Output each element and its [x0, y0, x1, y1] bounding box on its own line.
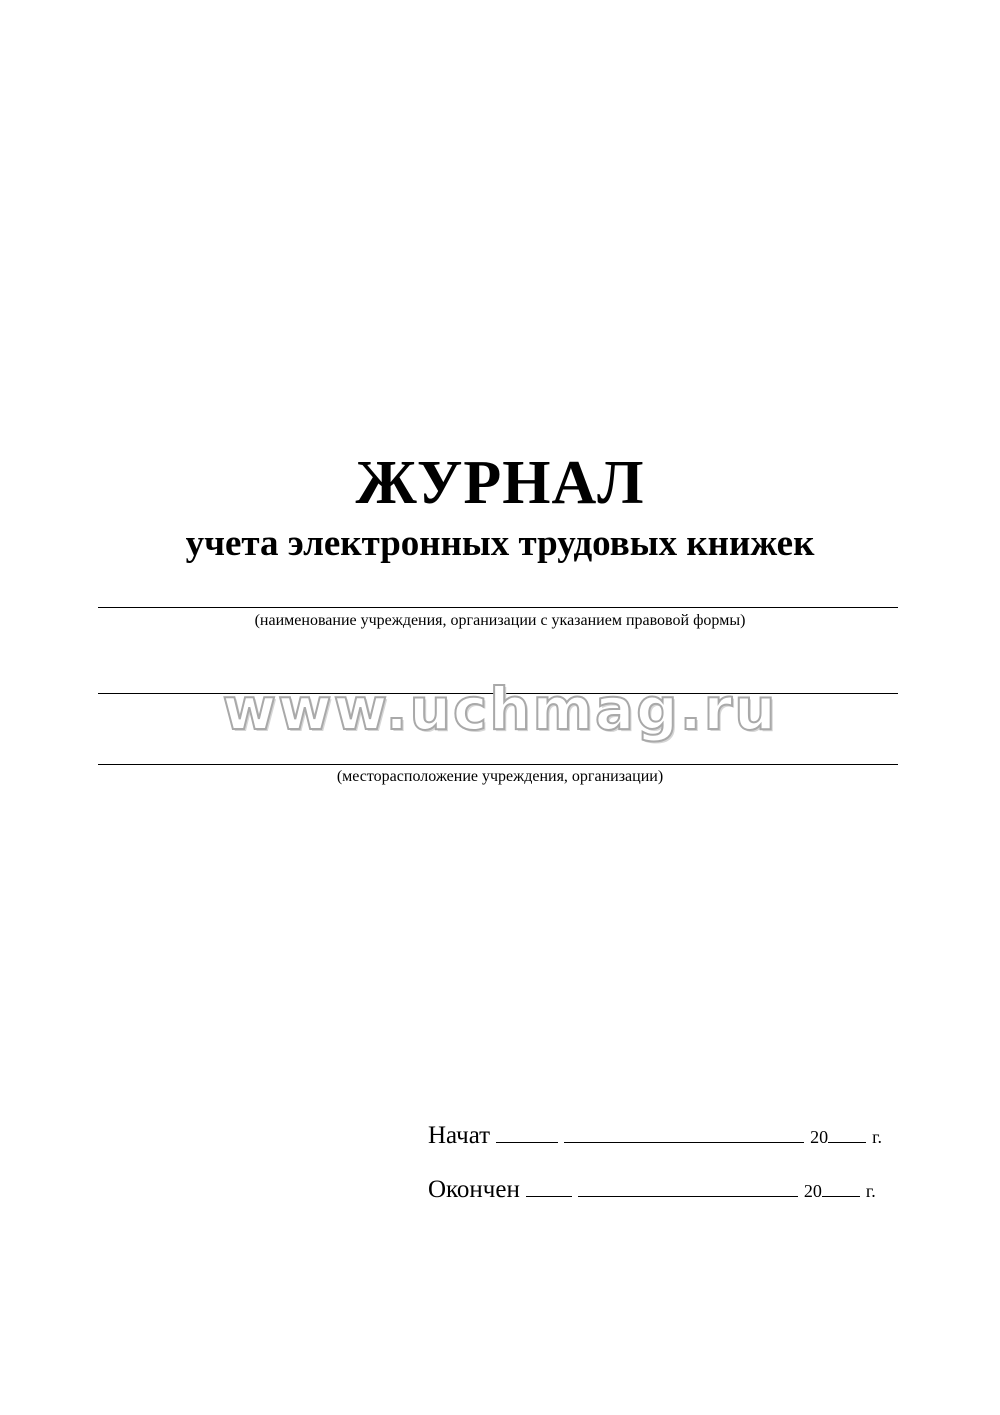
- location-caption: (месторасположение учреждения, организации): [336, 768, 664, 785]
- started-date-row: [428, 1120, 882, 1152]
- started-month-blank: [564, 1120, 804, 1143]
- finished-year-suffix: г.: [865, 1181, 876, 1201]
- finished-month-blank: [578, 1174, 798, 1197]
- organization-name-caption: (наименование учреждения, организации с указанием правовой формы): [254, 612, 746, 629]
- document-subtitle: учета электронных трудовых книжек: [185, 523, 815, 564]
- document-title: ЖУРНАЛ: [355, 449, 645, 517]
- finished-year-blank: [822, 1174, 860, 1197]
- started-label: Начат: [428, 1122, 491, 1149]
- finished-date-row: [428, 1174, 876, 1206]
- started-year-blank: [828, 1120, 866, 1143]
- finished-day-blank: [526, 1174, 572, 1197]
- started-day-blank: [496, 1120, 558, 1143]
- organization-name-line: [98, 607, 898, 608]
- watermark-logo: www.uchmag.ru: [222, 675, 778, 743]
- started-year-suffix: г.: [872, 1127, 882, 1147]
- location-line: [98, 764, 898, 765]
- started-year-prefix: 20: [810, 1127, 829, 1147]
- finished-year-prefix: 20: [803, 1181, 822, 1201]
- finished-label: Окончен: [428, 1176, 520, 1203]
